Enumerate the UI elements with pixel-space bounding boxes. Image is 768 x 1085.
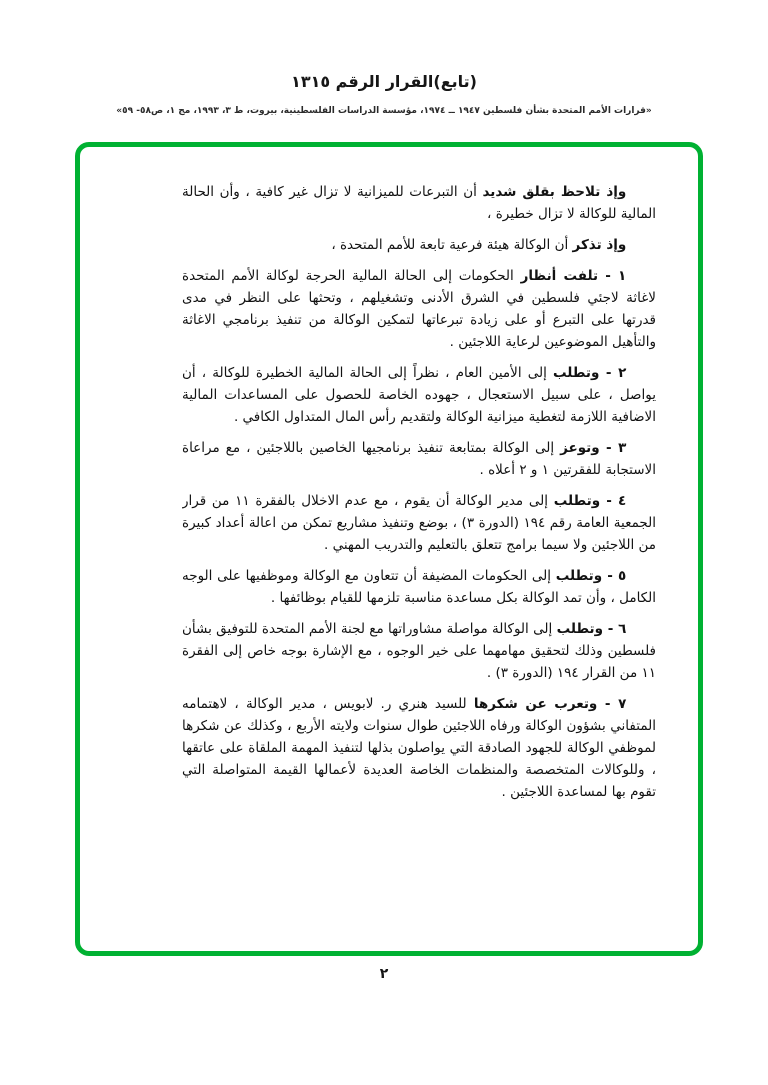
paragraph-text: إلى الأمين العام ، نظراً إلى الحالة المالية الخطيرة للوكالة ، أن يواصل ، على سبيل الاستعجال ، جهوده الخاصة للحصول على المساعدات المالية الاضافية اللازمة لتغطية ميزانية الوكالة ولتقديم رأس المال المتداول الكافي . — [182, 365, 656, 425]
page-number: ٢ — [379, 966, 389, 982]
paragraph-lead: وتطلب — [553, 493, 601, 509]
preamble-paragraph-1 — [182, 181, 656, 225]
resolution-paragraph-5 — [182, 565, 656, 609]
paragraph-text: أن الوكالة هيئة فرعية تابعة للأمم المتحدة ، — [331, 237, 573, 253]
paragraph-lead: وتطلب — [556, 621, 603, 637]
preamble-paragraph-2 — [182, 234, 656, 256]
paragraph-text: الحكومات إلى الحالة المالية الحرجة لوكالة الأمم المتحدة لاغاثة لاجئي فلسطين في الشرق الأدنى وتشغيلهم ، وتحثها على النظر في مدى قدرتها على التبرع أو على زيادة تبرعاتها لتمكين الوكالة من تنفيذ برنامجي الاغاثة والتأهيل الموضوعين لرعاية اللاجئين . — [182, 268, 656, 350]
document-frame — [75, 142, 703, 956]
resolution-paragraph-6 — [182, 618, 656, 684]
paragraph-text: للسيد هنري ر. لابويس ، مدير الوكالة ، لاهتمامه المتفاني بشؤون الوكالة ورفاه اللاجئين طوال سنوات ولايته الأربع ، وكذلك عن شكرها لموظفي الوكالة للجهود الصادقة التي يواصلون بذلها لتنفيذ المهمة الملقاة على عاتقها ، وللوكالات المتخصصة والمنظمات الخاصة العديدة لأعمالها القيمة المتواصلة التي تقوم بها لمساعدة اللاجئين . — [182, 696, 656, 800]
paragraph-number: ٥ - — [602, 568, 627, 584]
paragraph-text: إلى الحكومات المضيفة أن تتعاون مع الوكالة وموظفيها على الوجه الكامل ، وأن تمد الوكالة بكل مساعدة مناسبة تلزمها للقيام بوظائفها . — [182, 568, 656, 606]
paragraph-lead: وتوعز — [560, 440, 600, 456]
paragraph-lead: وإذ تذكر — [572, 237, 627, 253]
resolution-paragraph-1 — [182, 265, 656, 353]
paragraph-lead: وتطلب — [555, 568, 603, 584]
paragraph-number: ٣ - — [599, 440, 627, 456]
document-body — [182, 181, 656, 931]
resolution-paragraph-2 — [182, 362, 656, 428]
paragraph-text: إلى مدير الوكالة أن يقوم ، مع عدم الاخلال بالفقرة ١١ من قرار الجمعية العامة رقم ١٩٤ (الدورة ٣) ، بوضع وتنفيذ مشاريع تمكن من اعالة أعداد كبيرة من اللاجئين ولا سيما برامج تتعلق بالتعليم والتدريب المهني . — [182, 493, 656, 553]
paragraph-text: إلى الوكالة مواصلة مشاوراتها مع لجنة الأمم المتحدة للتوفيق بشأن فلسطين وذلك لتحقيق مهامهما على خير الوجوه ، مع الإشارة بوجه خاص إلى الفقرة ١١ من القرار ١٩٤ (الدورة ٣) . — [182, 621, 656, 681]
paragraph-number: ٢ - — [599, 365, 627, 381]
resolution-paragraph-7 — [182, 693, 656, 803]
paragraph-number: ٤ - — [600, 493, 627, 509]
resolution-paragraph-3 — [182, 437, 656, 481]
paragraph-lead: وإذ تلاحظ بقلق شديد — [482, 184, 627, 200]
paragraph-lead: وتطلب — [552, 365, 600, 381]
source-citation: «قرارات الأمم المتحدة بشأن فلسطين ١٩٤٧ ــ ١٩٧٤، مؤسسة الدراسات الفلسطينية، بيروت، ط ٣، ١٩٩٣، مج ١، ص٥٨- ٥٩» — [116, 106, 652, 116]
document-header — [0, 72, 768, 116]
resolution-paragraph-4 — [182, 490, 656, 556]
paragraph-lead: وتعرب عن شكرها — [473, 696, 598, 712]
paragraph-text: أن التبرعات للميزانية لا تزال غير كافية ، وأن الحالة المالية للوكالة لا تزال خطيرة ، — [182, 184, 656, 222]
paragraph-number: ٧ - — [597, 696, 627, 712]
paragraph-number: ١ - — [598, 268, 627, 284]
page-title: (تابع)القرار الرقم ١٣١٥ — [291, 72, 477, 91]
paragraph-number: ٦ - — [602, 621, 627, 637]
paragraph-lead: تلفت أنظار — [520, 268, 599, 284]
paragraph-text: إلى الوكالة بمتابعة تنفيذ برنامجيها الخاصين باللاجئين ، مع مراعاة الاستجابة للفقرتين ١ و ٢ أعلاه . — [182, 440, 656, 478]
